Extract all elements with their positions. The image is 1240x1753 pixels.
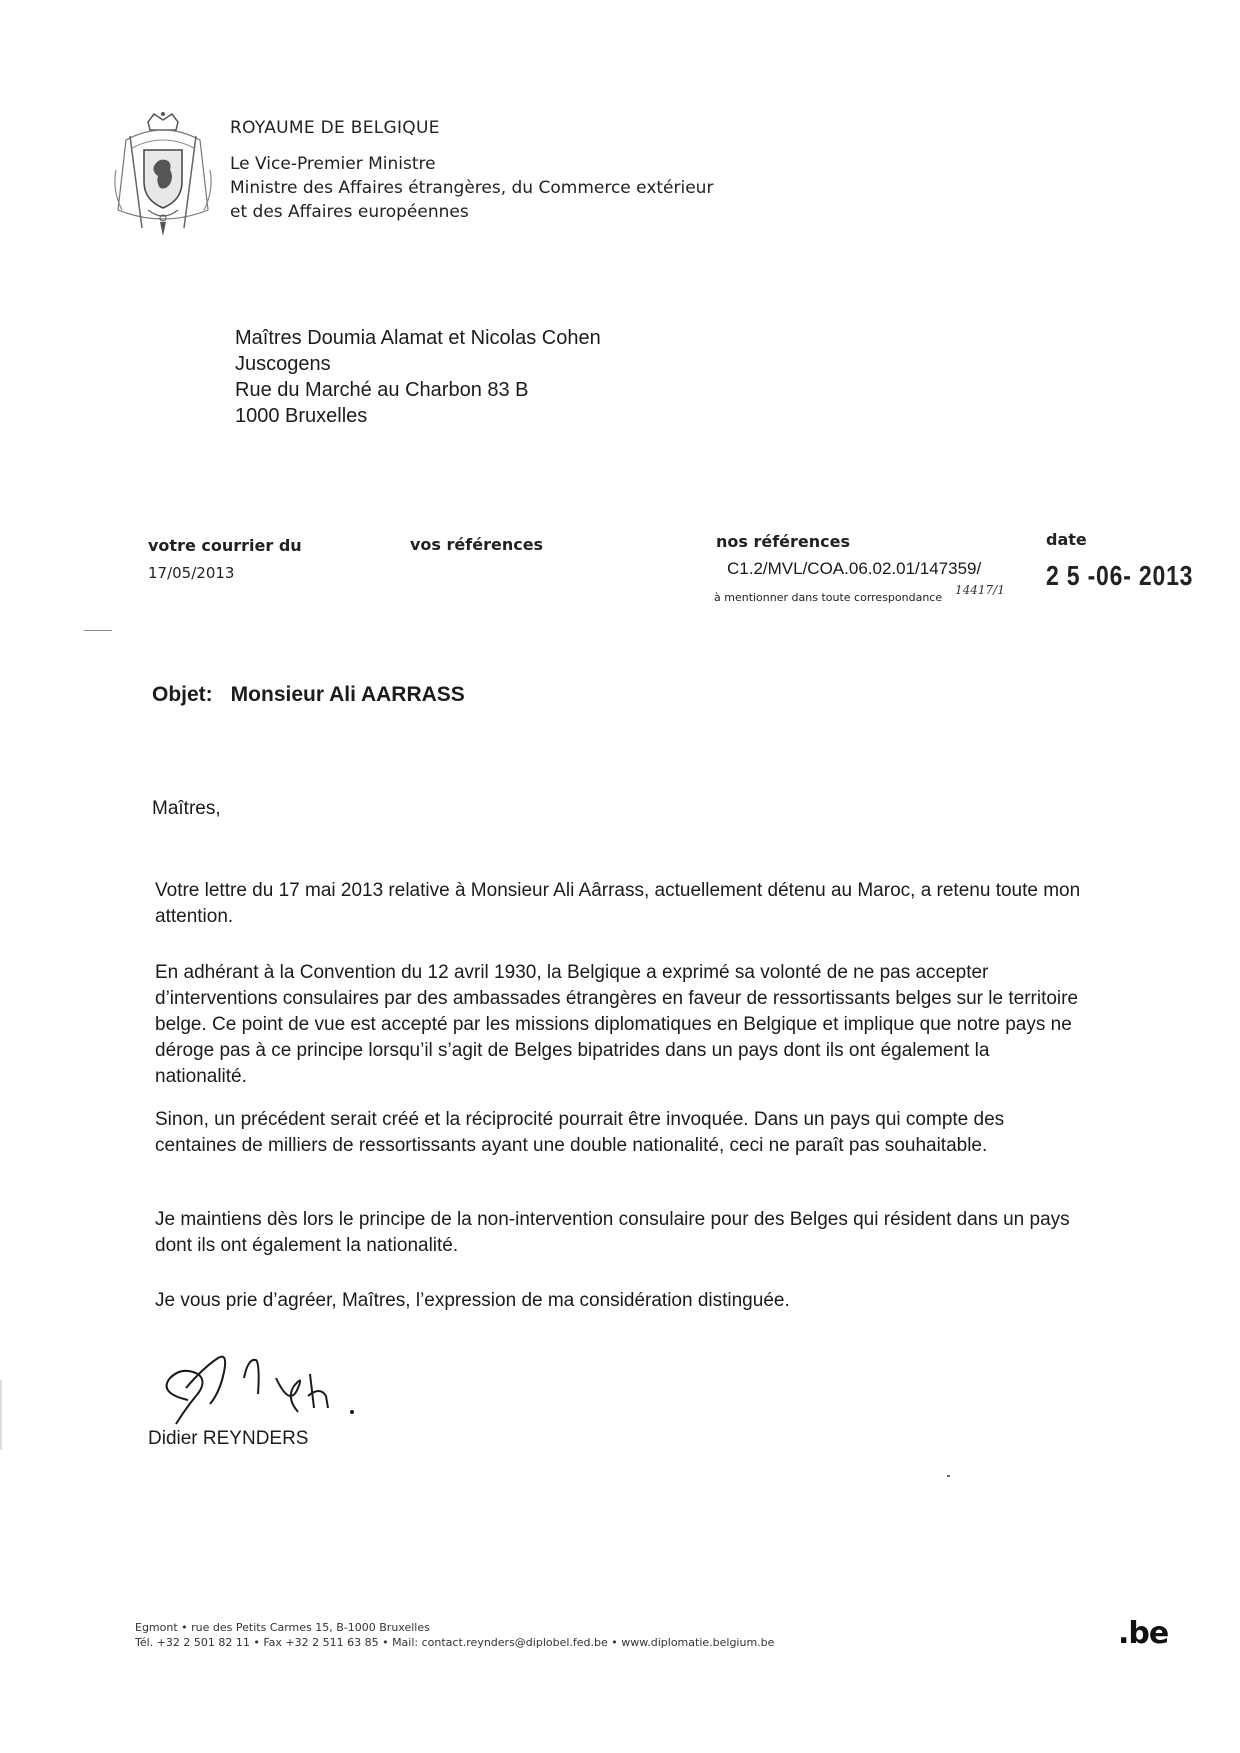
handwritten-reference: 14417/1 [955,583,1005,597]
body-paragraph-3: Sinon, un précédent serait créé et la réciprocité pourrait être invoquée. Dans un pays qui compte des centaines de milliers de ressortissants ayant une double nationalité, ceci ne paraît pas souhaitable. [155,1109,1005,1156]
recipient-name: Maîtres Doumia Alamat et Nicolas Cohen [235,327,601,349]
signatory-name: Didier REYNDERS [148,1428,309,1449]
date-stamp: 2 5 -06- 2013 [1046,560,1194,591]
reference-note: à mentionner dans toute correspondance [714,591,943,604]
your-letter-date: 17/05/2013 [148,564,235,582]
footer-phone-mail-web: Tél. +32 2 501 82 11 • Fax +32 2 511 63 85 • Mail: contact.reynders@diplobel.fed.be • www.diplomatie.belgium.be [135,1636,775,1649]
our-references-label: nos références [716,532,851,551]
fold-mark [84,630,112,631]
recipient-city: 1000 Bruxelles [235,405,368,427]
minister-title: Le Vice-Premier Ministre [230,154,436,174]
be-logo: .be [1118,1616,1169,1651]
scan-edge-mark [0,1380,2,1450]
recipient-firm: Juscogens [235,353,331,375]
subject-text: Monsieur Ali AARRASS [230,683,465,706]
handwritten-signature-icon [148,1338,378,1438]
closing-formula: Je vous prie d’agréer, Maîtres, l’expression de ma considération distinguée. [155,1290,790,1311]
coat-of-arms-icon [108,110,218,242]
footer-contact [135,1620,774,1650]
scan-speck [947,1475,950,1477]
body-paragraph-2: En adhérant à la Convention du 12 avril 1930, la Belgique a exprimé sa volonté de ne pas accepter d’interventions consulaires par des ambassades étrangères en faveur de ressortissants belges sur le territoire belge. Ce point de vue est accepté par les missions diplomatiques en Belgique et implique que notre pays ne déroge pas à ce principe lorsqu’il s’agit de Belges bipatrides dans un pays dont ils ont également la nationalité. [155,962,1079,1087]
kingdom-name: ROYAUME DE BELGIQUE [230,118,440,138]
our-references-value: C1.2/MVL/COA.06.02.01/147359/ [727,559,982,578]
subject-label: Objet: [152,683,213,706]
ministry-line-1: Ministre des Affaires étrangères, du Commerce extérieur [230,178,714,198]
salutation: Maîtres, [152,798,221,819]
date-label: date [1046,530,1087,549]
your-letter-label: votre courrier du [148,536,302,555]
recipient-address [235,325,601,429]
your-references-label: vos références [410,535,544,554]
body-paragraph-1: Votre lettre du 17 mai 2013 relative à Monsieur Ali Aârrass, actuellement détenu au Maroc, a retenu toute mon attention. [155,880,1081,927]
letterhead [230,118,713,224]
subject-line [152,683,465,707]
recipient-street: Rue du Marché au Charbon 83 B [235,379,529,401]
body-paragraph-4: Je maintiens dès lors le principe de la non-intervention consulaire pour des Belges qui résident dans un pays dont ils ont également la nationalité. [155,1209,1070,1256]
ministry-line-2: et des Affaires européennes [230,202,469,222]
footer-address: Egmont • rue des Petits Carmes 15, B-1000 Bruxelles [135,1621,430,1634]
